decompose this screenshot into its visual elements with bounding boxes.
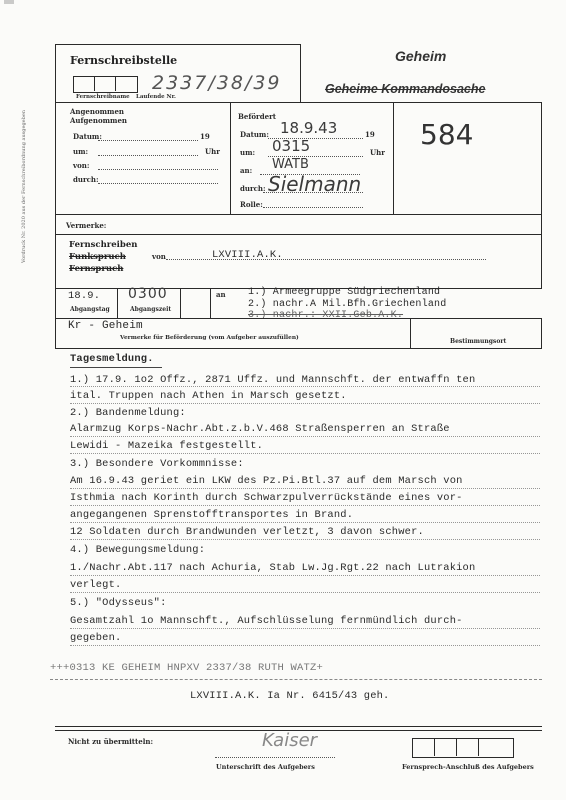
sent-um-label: um: <box>240 148 256 157</box>
body-line-14: 5.) "Odysseus": <box>70 597 167 609</box>
body-line-1: 1.) 17.9. 1o2 Offz., 2871 Uffz. und Mannschft. der entwaffn ten <box>70 374 476 386</box>
recipient-2: 2.) nachr.A Mil.Bfh.Griechenland <box>248 299 447 310</box>
sent-an-value: WATB <box>272 157 309 172</box>
sender-unit: LXVIII.A.K. <box>212 249 283 261</box>
sent-durch-signature: Sielmann <box>268 172 362 196</box>
fernschreiben-label: Fernschreiben <box>69 240 138 250</box>
received-durch-label: durch: <box>73 175 99 184</box>
sent-datum-value: 18.9.43 <box>280 119 338 137</box>
body-line-12: 1./Nachr.Abt.117 nach Achuria, Stab Lw.Jg.Rgt.22 nach Lutrakion <box>70 562 476 574</box>
an-label: an <box>216 290 226 299</box>
fernschreibname-box <box>73 76 138 93</box>
aufgenommen-label: Aufgenommen <box>70 116 127 125</box>
nicht-uebermitteln-label: Nicht zu übermitteln: <box>68 737 154 746</box>
angenommen-label: Angenommen <box>70 107 124 116</box>
scan-mark <box>4 0 14 4</box>
befoerdert-label: Befördert <box>238 112 277 121</box>
message-title: Tagesmeldung. <box>70 353 154 365</box>
body-line-5: Lewidi - Mazeika festgestellt. <box>70 440 264 452</box>
sent-year: 19 <box>365 130 375 139</box>
received-von-label: von: <box>73 161 90 170</box>
sent-um-value: 0315 <box>272 137 311 155</box>
geheim-label: Geheim <box>395 48 447 64</box>
corner-number: 584 <box>420 118 474 151</box>
body-line-10: 12 Soldaten durch Brandwunden verletzt, 3 davon schwer. <box>70 526 424 538</box>
received-year: 19 <box>200 132 210 141</box>
body-line-2: ital. Truppen nach Athen in Marsch gesetzt. <box>70 390 347 402</box>
received-datum-label: Datum: <box>73 132 102 141</box>
von-label: von <box>152 252 166 261</box>
abgangszeit-label: Abgangszeit <box>130 306 172 313</box>
side-note: Vordruck Nr. 2020 aus der Fernschreibordnung ausgegeben <box>21 109 27 263</box>
body-line-11: 4.) Bewegungsmeldung: <box>70 544 206 556</box>
funkspruch-label: Funkspruch <box>69 252 126 262</box>
sent-durch-label: durch: <box>240 184 266 193</box>
recipient-1: 1.) Armeegruppe Südgriechenland <box>248 287 441 298</box>
body-line-3: 2.) Bandenmeldung: <box>70 407 186 419</box>
sent-datum-label: Datum: <box>240 130 269 139</box>
abgangstag-label: Abgangstag <box>70 306 110 313</box>
geheime-kommandosache-label: Geheime Kommandosache <box>325 82 486 96</box>
handling-note: Vermerke für Beförderung (vom Aufgeber auszufüllen) <box>120 335 299 341</box>
sent-rolle-label: Rolle: <box>240 200 263 209</box>
body-line-13: verlegt. <box>70 579 122 591</box>
body-line-7: Am 16.9.43 geriet ein LKW des Pz.Pi.Btl.37 auf dem Marsch von <box>70 475 463 487</box>
body-line-9: angegangenen Sprenstofftransportes in Brand. <box>70 509 354 521</box>
laufende-nr-label: Laufende Nr. <box>136 94 176 100</box>
fernsprech-box <box>412 738 514 758</box>
recipient-3: 3.) nachr.: XXII.Geb.A.K. <box>248 310 404 321</box>
abgangszeit-value: 0300 <box>128 286 168 302</box>
body-line-8: Isthmia nach Korinth durch Schwarzpulverrückstände eines vor- <box>70 492 463 504</box>
sent-an-label: an: <box>240 166 253 175</box>
fernsprech-label: Fernsprech-Anschluß des Aufgebers <box>402 763 534 771</box>
aufgeber-signature: Kaiser <box>262 730 318 751</box>
body-line-16: gegeben. <box>70 632 122 644</box>
fernspruch-label: Fernspruch <box>69 264 124 274</box>
priority-label: Kr - Geheim <box>68 320 143 332</box>
abgangstag-value: 18.9. <box>68 290 101 302</box>
reference-number: LXVIII.A.K. Ia Nr. 6415/43 geh. <box>190 690 390 702</box>
body-line-4: Alarmzug Korps-Nachr.Abt.z.b.V.468 Straßensperren an Straße <box>70 423 450 435</box>
unterschrift-label: Unterschrift des Aufgebers <box>216 763 315 771</box>
vermerke-label: Vermerke: <box>66 221 107 230</box>
telex-tail: +++0313 KE GEHEIM HNPXV 2337/38 RUTH WATZ+ <box>50 662 324 674</box>
laufende-nr-value: 2337/38/39 <box>152 72 282 94</box>
received-uhr: Uhr <box>205 147 220 156</box>
body-line-6: 3.) Besondere Vorkommnisse: <box>70 458 244 470</box>
fernschreibname-label: Fernschreibname <box>76 94 130 100</box>
fernschreibstelle-title: Fernschreibstelle <box>70 54 178 67</box>
body-line-15: Gesamtzahl 1o Mannschft., Aufschlüsselung fernmündlich durch- <box>70 615 463 627</box>
sent-uhr: Uhr <box>370 148 385 157</box>
received-um-label: um: <box>73 147 89 156</box>
bestimmungsort-label: Bestimmungsort <box>450 338 507 345</box>
